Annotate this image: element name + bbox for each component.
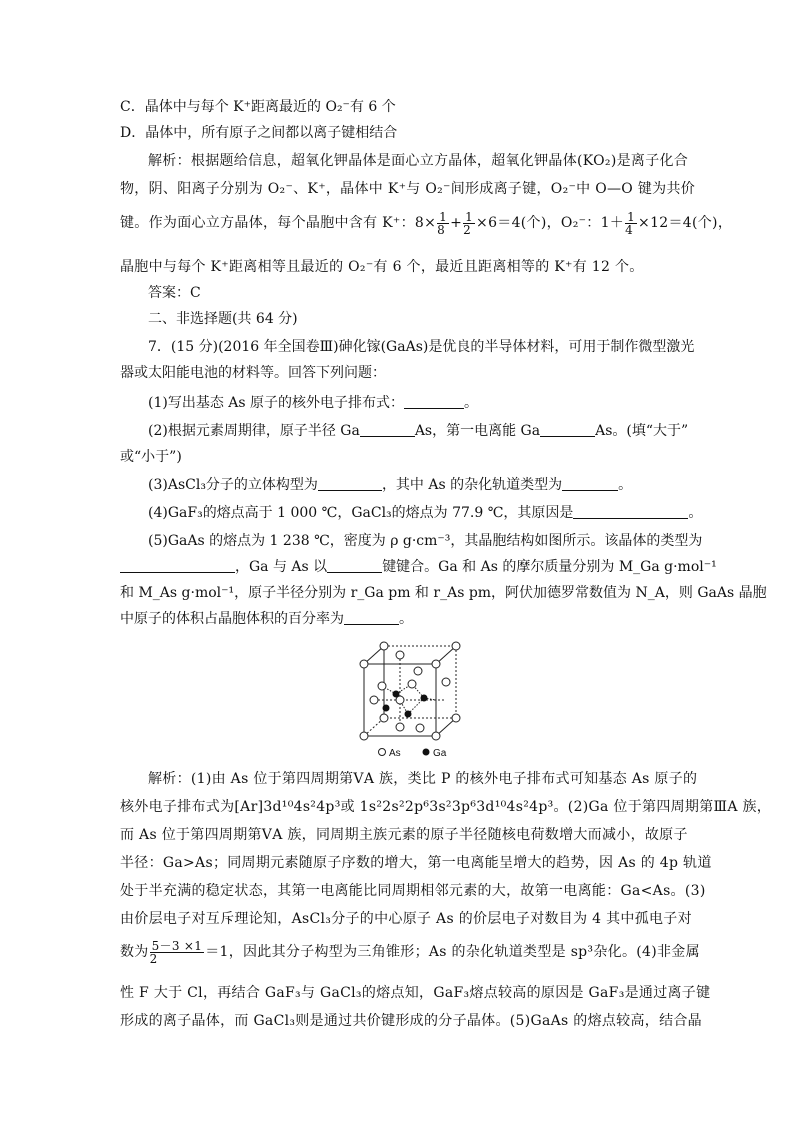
q7-part-4-end: 。	[688, 505, 703, 521]
q6-analysis-line-2: 物，阴、阳离子分别为 O₂⁻、K⁺，晶体中 K⁺与 O₂⁻间形成离子键，O₂⁻中 O—O 键为共价	[120, 181, 696, 197]
solution-line-2: 核外电子排布式为[Ar]3d¹⁰4s²4p³或 1s²2s²2p⁶3s²3p⁶3d¹⁰4s²4p³。(2)Ga 位于第四周期第ⅢA 族，	[120, 799, 772, 815]
solution-line-8: 性 F 大于 Cl，再结合 GaF₃与 GaCl₃的熔点知，GaF₃熔点较高的原因是 GaF₃是通过离子键	[120, 985, 711, 1001]
q7-part-2-text: As。(填“大于”	[595, 423, 689, 439]
q6-analysis-line-4: 晶胞中与每个 K⁺距离相等且最近的 O₂⁻有 6 个，最近且距离相等的 K⁺有 12 个。	[120, 259, 644, 275]
q7-part-5-text: 键键合。Ga 和 As 的摩尔质量分别为 M_Ga g·mol⁻¹	[382, 559, 717, 575]
answer-blank	[318, 474, 382, 491]
q7-part-5-line-4	[120, 606, 680, 632]
section-heading: 二、非选择题(共 64 分)	[148, 311, 298, 327]
solution-line-3: 而 As 位于第四周期第ⅤA 族，同周期主族元素的原子半径随核电荷数增大而减小，故原子	[120, 827, 688, 843]
analysis-text: 根据题给信息，超氧化钾晶体是面心立方晶体，超氧化钾晶体(KO₂)是离子化合	[190, 153, 689, 169]
q7-part-5-text: ，Ga 与 As 以	[235, 559, 328, 575]
frac-num: 1	[439, 209, 448, 224]
q7-part-2-text: (2)根据元素周期律，原子半径 Ga	[148, 423, 360, 439]
analysis-text: ×6＝4(个)，O₂⁻：1＋	[476, 215, 625, 231]
q6-analysis-line-1	[148, 148, 689, 174]
solution-line-6: 由价层电子对互斥理论知，AsCl₃分子的中心原子 As 的价层电子对数目为 4 其中孤电子对	[120, 911, 692, 927]
option-d: D．晶体中，所有原子之间都以离子键相结合	[120, 125, 398, 141]
solution-line-4: 半径：Ga>As；同周期元素随原子序数的增大，第一电离能呈增大的趋势，因 As 的 4p 轨道	[120, 855, 712, 871]
answer-blank	[404, 392, 464, 409]
frac-num: 1	[465, 209, 474, 224]
q7-part-2-text: As，第一电离能 Ga	[414, 423, 541, 439]
answer-blank	[360, 420, 415, 437]
answer-blank	[344, 608, 399, 625]
solution-text: 数为	[120, 944, 149, 960]
answer-blank	[540, 420, 595, 437]
q7-part-4	[148, 500, 703, 526]
analysis-text: +	[450, 215, 463, 231]
q7-part-3-end: 。	[618, 477, 633, 493]
frac-num: 5－3 ×1	[151, 938, 203, 953]
q7-part-1-text: (1)写出基态 As 原子的核外电子排布式：	[148, 395, 405, 411]
analysis-text: 键。作为面心立方晶体，每个晶胞中含有 K⁺：8×	[120, 215, 437, 231]
option-c: C．晶体中与每个 K⁺距离最近的 O₂⁻有 6 个	[120, 99, 396, 115]
analysis-text: ×12＝4(个)，	[638, 215, 733, 231]
q7-part-5-line-2	[120, 554, 717, 580]
legend-ga-label: Ga	[433, 748, 447, 759]
q7-part-5-line-1: (5)GaAs 的熔点为 1 238 ℃，密度为 ρ g·cm⁻³，其晶胞结构如图所示。该晶体的类型为	[148, 533, 703, 549]
fraction-1-2	[463, 211, 475, 236]
answer-blank	[327, 556, 382, 573]
crystal-cell-figure	[356, 640, 466, 760]
legend-as-label: As	[389, 748, 401, 759]
solution-text: ＝1，因此其分子构型为三角锥形；As 的杂化轨道类型是 sp³杂化。(4)非金属	[205, 944, 700, 960]
answer-blank	[562, 474, 618, 491]
q7-part-5-text: 中原子的体积占晶胞体积的百分率为	[120, 611, 344, 627]
answer: 答案：C	[148, 285, 201, 301]
gaas-unit-cell-diagram	[356, 640, 466, 760]
q7-part-1	[148, 390, 680, 416]
solution-line-5: 处于半充满的稳定状态，其第一电离能比同周期相邻元素的大，故第一电离能：Ga<As。(3)	[120, 883, 706, 899]
q6-analysis-line-3	[120, 206, 733, 240]
ga-legend-marker	[423, 749, 430, 756]
analysis-label: 解析：	[148, 153, 191, 169]
q7-part-3	[148, 472, 680, 498]
fraction-lone-pairs	[150, 940, 205, 965]
q7-stem-2: 器或太阳能电池的材料等。回答下列问题：	[120, 365, 386, 381]
q7-part-2-cont: 或“小于”)	[120, 449, 182, 465]
frac-den: 4	[625, 222, 634, 237]
fraction-1-8	[437, 211, 449, 236]
as-legend-marker	[379, 749, 386, 756]
q7-part-5-end: 。	[399, 611, 413, 627]
q7-part-5-line-3: 和 M_As g·mol⁻¹，原子半径分别为 r_Ga pm 和 r_As pm，阿伏加德罗常数值为 N_A，则 GaAs 晶胞	[120, 585, 767, 601]
q7-part-2	[148, 418, 689, 444]
frac-den: 2	[463, 222, 472, 237]
frac-num: 1	[627, 209, 636, 224]
solution-line-1: 解析：(1)由 As 位于第四周期第ⅤA 族，类比 P 的核外电子排布式可知基态 As 原子的	[148, 771, 698, 787]
answer-blank	[573, 502, 688, 519]
frac-den: 2	[149, 951, 158, 966]
q7-stem-1: 7．(15 分)(2016 年全国卷Ⅲ)砷化镓(GaAs)是优良的半导体材料，可用于制作微型激光	[148, 339, 695, 355]
q7-part-4-text: (4)GaF₃的熔点高于 1 000 ℃，GaCl₃的熔点为 77.9 ℃，其原因是	[148, 505, 574, 521]
answer-blank	[120, 556, 235, 573]
solution-line-9: 形成的离子晶体，而 GaCl₃则是通过共价键形成的分子晶体。(5)GaAs 的熔点较高，结合晶	[120, 1013, 702, 1029]
q7-part-3-text: ，其中 As 的杂化轨道类型为	[381, 477, 563, 493]
fraction-1-4	[625, 211, 637, 236]
solution-line-7	[120, 934, 700, 970]
frac-den: 8	[437, 222, 446, 237]
q7-part-1-end: 。	[464, 395, 479, 411]
q7-part-3-text: (3)AsCl₃分子的立体构型为	[148, 477, 318, 493]
